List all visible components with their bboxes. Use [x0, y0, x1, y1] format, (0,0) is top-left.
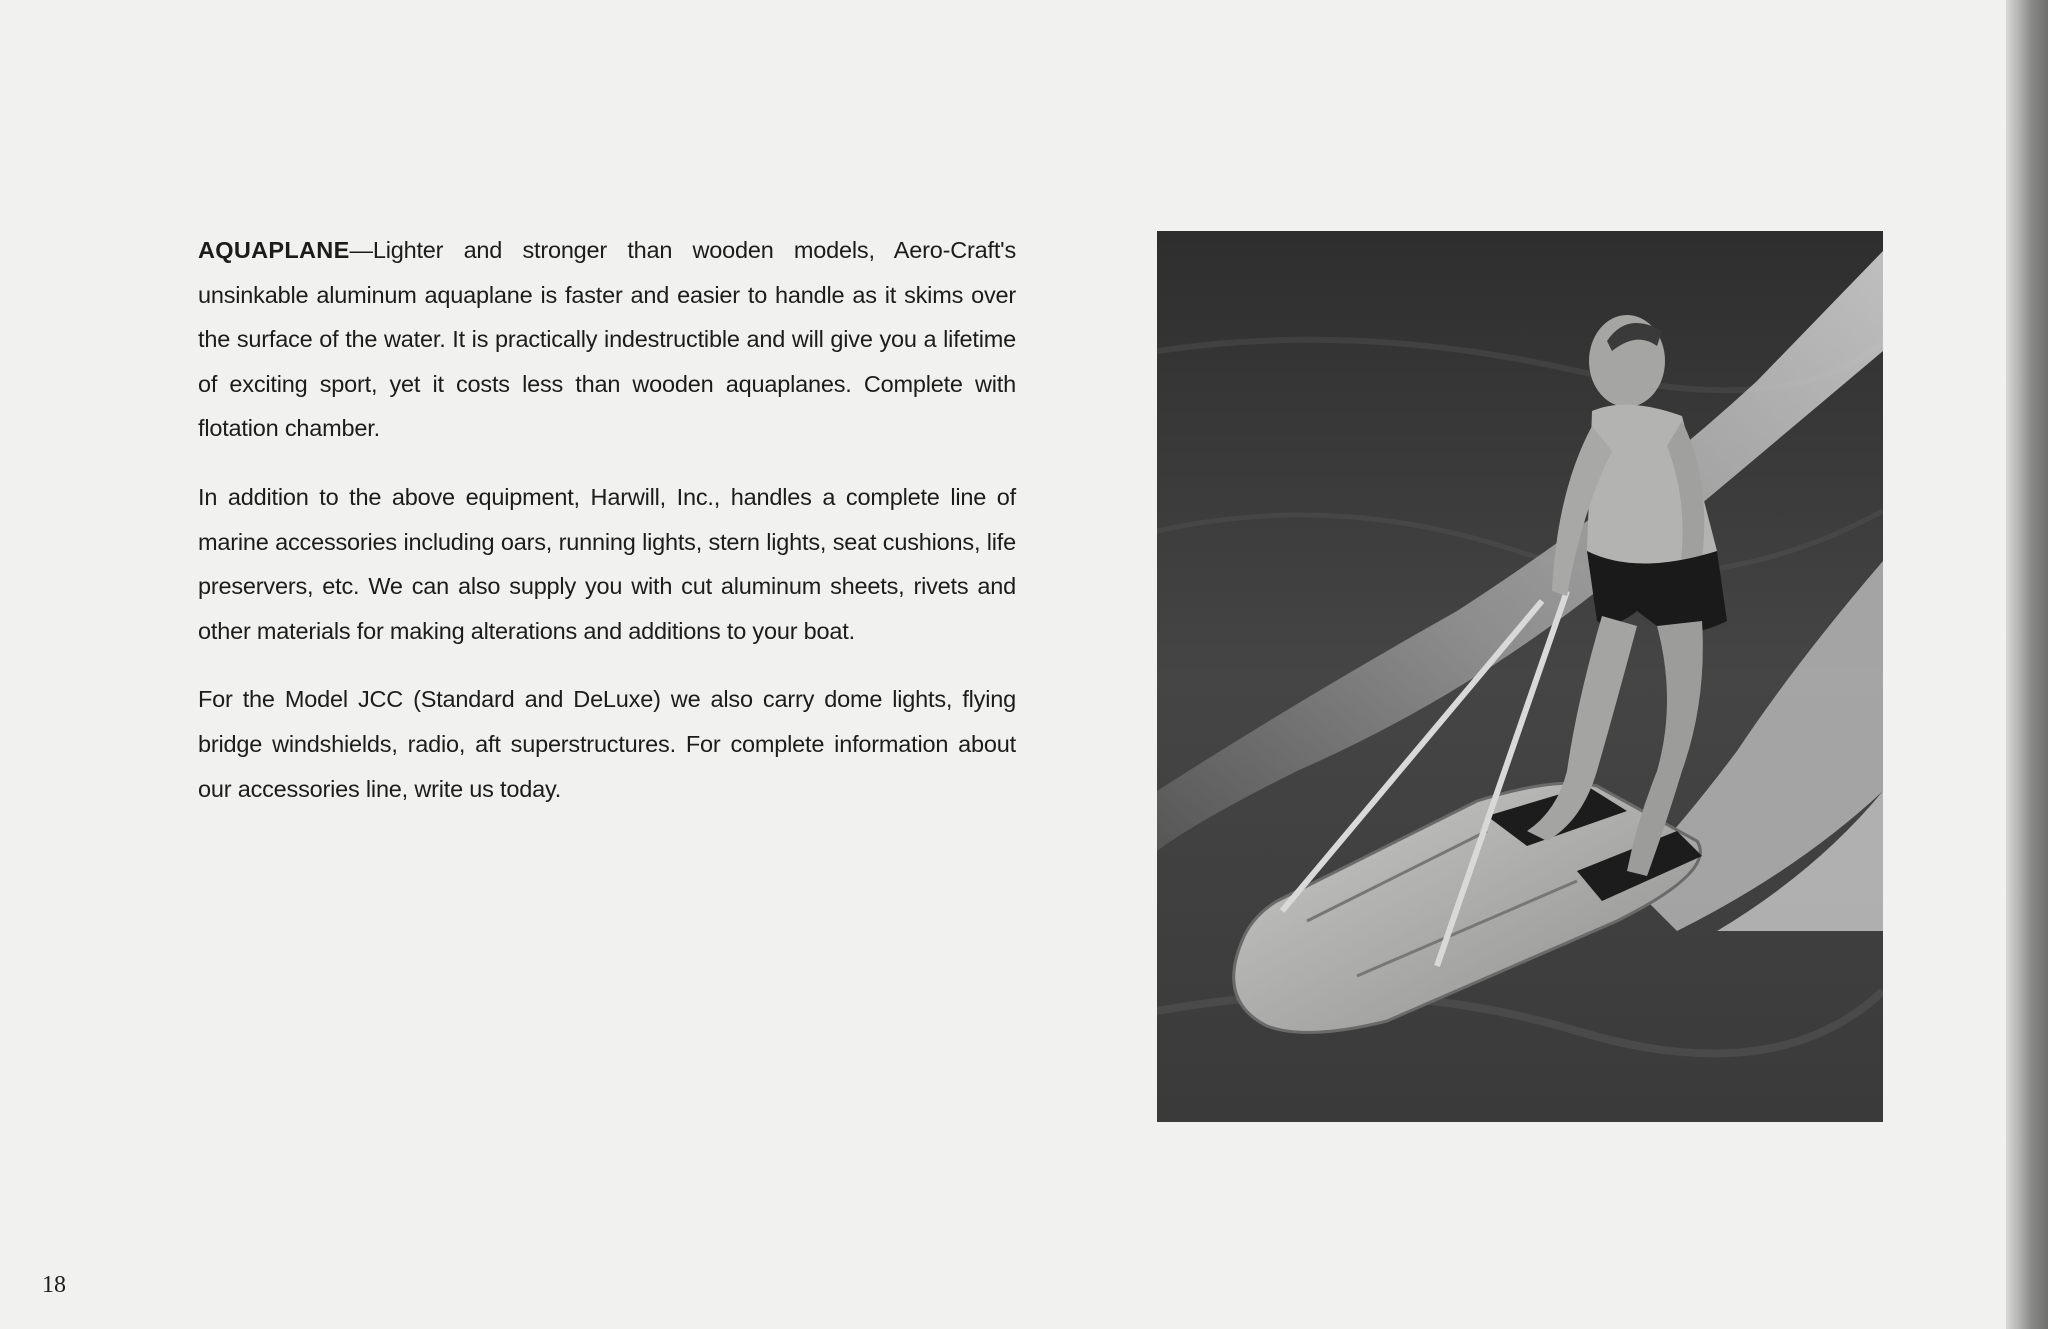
page-number: 18	[42, 1272, 66, 1298]
aquaplane-description: —Lighter and stronger than wooden models, Aero-Craft's unsinkable aluminum aquaplane is faster and easier to handle as it skims over the surface of the water. It is practically indestructible and will give you a lifetime of exciting sport, yet it costs less than wooden aquaplanes. Complete with flotation chamber.	[198, 237, 1016, 442]
paragraph-accessories: In addition to the above equipment, Harwill, Inc., handles a complete line of marine accessories including oars, running lights, stern lights, seat cushions, life preservers, etc. We can also supply you with cut aluminum sheets, rivets and other materials for making alterations and additions to your boat.	[198, 483, 1016, 644]
paragraph-aquaplane	[198, 228, 1016, 451]
binding-shadow	[2006, 0, 2048, 1329]
article-text	[198, 228, 1016, 835]
paragraph-model-jcc: For the Model JCC (Standard and DeLuxe) we also carry dome lights, flying bridge windshields, radio, aft superstructures. For complete information about our accessories line, write us today.	[198, 686, 1016, 802]
aquaplane-heading: AQUAPLANE	[198, 237, 350, 263]
aquaplane-photo	[1157, 231, 1883, 1122]
